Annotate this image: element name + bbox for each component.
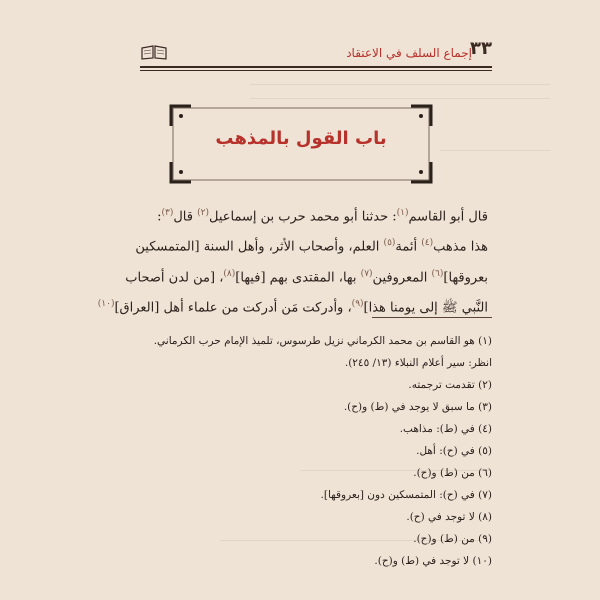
open-book-icon bbox=[140, 44, 168, 60]
header-rule bbox=[140, 66, 492, 68]
footnote: (١٠) لا توجد في (ط) و(ح). bbox=[374, 555, 492, 567]
footnote: (٧) في (ح): المتمسكين دون [بعروقها]. bbox=[320, 489, 492, 501]
bleed-through-line bbox=[440, 150, 550, 151]
footnote: (١) هو القاسم بن محمد الكرماني نزيل طرسوس، تلميذ الإمام حرب الكرماني. انظر: سير أعلام النبلاء (١٣/ ٢٤٥). bbox=[153, 335, 492, 369]
footnote: (٣) ما سبق لا يوجد في (ط) و(ح). bbox=[343, 401, 492, 413]
footnotes bbox=[128, 330, 492, 572]
chapter-title: باب القول بالمذهب bbox=[215, 128, 387, 149]
running-title: إجماع السلف في الاعتقاد bbox=[346, 46, 472, 60]
footnote-separator bbox=[372, 317, 492, 318]
text-line: النَّبي ﷺ إلى يومنا هذا]$^{(٩)}$، وأدركت مَن أدركت من علماء أهل [العراق]$^{(١٠)}$ bbox=[97, 298, 488, 316]
text-line: قال أبو القاسم$^{(١)}$: حدثنا أبو محمد حرب بن إسماعيل$^{(٢)}$ قال$^{(٣)}$: bbox=[157, 208, 488, 225]
bleed-through-line bbox=[250, 84, 550, 85]
footnote: (٩) من (ط) و(ح). bbox=[413, 533, 492, 545]
page-number: ٣٣ bbox=[470, 38, 492, 59]
main-text bbox=[97, 200, 488, 321]
text-line: بعروقها]$^{(٦)}$ المعروفين$^{(٧)}$ بها، المقتدى بهم [فيها]$^{(٨)}$، [من لدن أصحاب bbox=[125, 268, 488, 285]
footnote: (٤) في (ط): مذاهب. bbox=[399, 423, 492, 435]
bleed-through-line bbox=[250, 98, 550, 99]
footnote: (٢) تقدمت ترجمته. bbox=[408, 379, 492, 391]
chapter-title-frame bbox=[167, 104, 435, 184]
footnote: (٨) لا توجد في (ح). bbox=[406, 511, 492, 523]
page-header bbox=[140, 34, 492, 66]
header-rule-thin bbox=[140, 70, 492, 71]
footnote: (٦) من (ط) و(ح). bbox=[413, 467, 492, 479]
text-line: هذا مذهب$^{(٤)}$ أئمة$^{(٥)}$ العلم، وأصحاب الأثر، وأهل السنة [المتمسكين bbox=[135, 238, 488, 255]
footnote: (٥) في (ح): أهل. bbox=[416, 445, 492, 457]
